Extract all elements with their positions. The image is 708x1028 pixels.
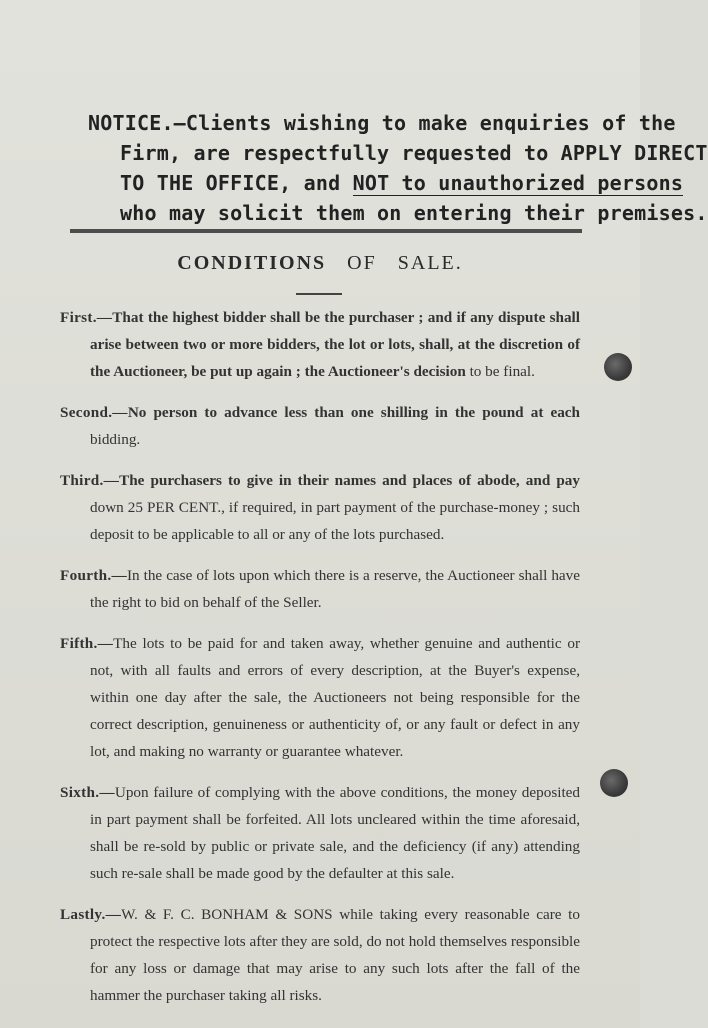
- condition-lead: Second.—: [60, 404, 128, 421]
- condition-text: In the case of lots upon which there is a reserve, the Auctioneer shall have the right to bid on behalf of the Seller.: [90, 567, 580, 611]
- condition-lastly: [60, 901, 580, 1009]
- condition-lead: Third.—: [60, 472, 120, 489]
- condition-text: The lots to be paid for and taken away, whether genuine and authentic or not, with all faults and errors of every description, at the Buyer's expense, within one day after the sale, the Auctioneers not being responsible for the correct description, genuineness or authenticity of, or any fault or defect in any lot, and making no warranty or guarantee whatever.: [90, 635, 580, 760]
- condition-second: [60, 399, 580, 453]
- punch-hole-bottom: [600, 769, 628, 797]
- condition-text-bold: No person to advance less than one shilling in the pound at each: [127, 404, 580, 421]
- condition-text: bidding.: [90, 431, 141, 448]
- condition-first: [60, 304, 580, 385]
- condition-text: W. & F. C. BONHAM & SONS while taking every reasonable care to protect the respective lots after they are sold, do not hold themselves responsible for any loss or damage that may arise to any such lots after the fall of the hammer the purchaser taking all risks.: [90, 906, 580, 1004]
- condition-text: Upon failure of complying with the above conditions, the money deposited in part payment shall be forfeited. All lots uncleared within the time aforesaid, shall be re-sold by public or private sale, and the deficiency (if any) attending such re-sale shall be made good by the defaulter at this sale.: [90, 784, 580, 882]
- condition-text: down 25 PER CENT., if required, in part payment of the purchase-money ; such deposit to be applicable to all or any of the lots purchased.: [90, 499, 580, 543]
- condition-fifth: [60, 630, 580, 765]
- heading-word-sale: SALE.: [397, 252, 463, 274]
- condition-fourth: [60, 562, 580, 616]
- heavy-divider: [70, 229, 582, 233]
- notice-block: [88, 108, 708, 228]
- condition-sixth: [60, 779, 580, 887]
- condition-text-bold: That the highest bidder shall be the purchaser ; and if any dispute shall arise between two or more bidders, the lot or lots, shall, at the discretion of the Auctioneer, be put up again ; the Auctioneer's decision: [90, 309, 580, 380]
- notice-line-3: [88, 168, 684, 198]
- conditions-list: [60, 304, 580, 1023]
- condition-text: to be final.: [465, 363, 535, 380]
- notice-line-3-underlined: NOT to unauthorized persons: [352, 171, 684, 195]
- condition-lead: Sixth.—: [60, 784, 115, 801]
- condition-text-bold: The purchasers to give in their names and places of abode, and pay: [119, 472, 580, 489]
- notice-line-3-prefix: TO THE OFFICE, and: [120, 171, 353, 195]
- heading-word-of: OF: [347, 252, 377, 274]
- condition-lead: Fifth.—: [60, 635, 114, 652]
- heading-underline: [296, 293, 342, 295]
- notice-line-4: who may solicit them on entering their premises.: [120, 201, 708, 225]
- notice-line-1: NOTICE.—Clients wishing to make enquiries of the: [88, 111, 676, 135]
- punch-hole-top: [604, 353, 632, 381]
- heading-word-conditions: CONDITIONS: [177, 252, 327, 274]
- conditions-heading: [0, 252, 640, 275]
- notice-line-2: Firm, are respectfully requested to APPLY DIRECT: [120, 141, 708, 165]
- condition-third: [60, 467, 580, 548]
- condition-lead: Fourth.—: [60, 567, 127, 584]
- condition-lead: Lastly.—: [60, 906, 122, 923]
- condition-lead: First.—: [60, 309, 113, 326]
